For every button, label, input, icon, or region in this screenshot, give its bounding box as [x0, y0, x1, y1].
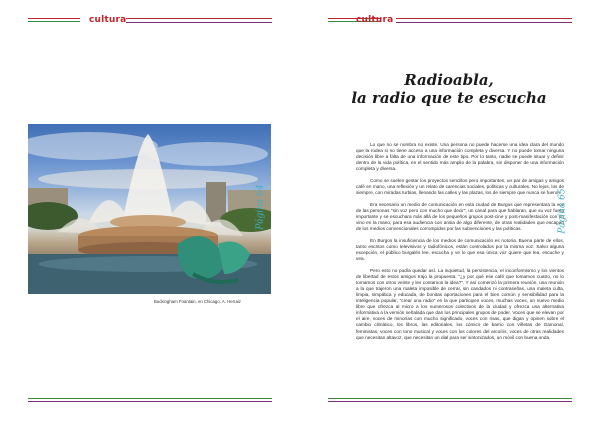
paragraph: Pero esto no podía quedar así. La inquietud, la persistencia, el inconformismo y los vientos de libertad de estos amigos trajo la propuesta: "¿y por qué ese café que tomamos cuatro, no lo tomamos con otros veinte y les contamos la idea?". Y así comenzó la primera reunión, una reunión a la que trajeron una maleta imposible de cerrar, sin candados ni contraseñas, una maleta culta, limpia, simpática y educada, de bonitas aportaciones para el bien común y sensibilidad para la inteligencia popular, "crear una radio" en la que participen voces, muchas voces, un nuevo medio libre que ofrezca al micro a los numerosos colectivos de la ciudad y ofrezca una alternativa informativa a la versión señalada que dan los principales grupos de poder. Voces que se elevan por el aire, voces de minorías con mucho significado, voces con risas, que digan y opinen sobre el cambio climático, los libros, las editoriales, los cómics de barrio con viñetas de Gamonal, feministas, voces con tono musical y voces con los colores del arcoíris, voces de otras realidades que necesitan altavoz, que necesitan un dial para ser sintonizados, un móvil con buena onda.	[356, 267, 564, 340]
paragraph: Era necesario un medio de comunicación en esta ciudad de Burgos que representara la voz de las personas "sin voz pero con mucho que decir", un canal para que hablaran, que su voz fuera importante y se escuchara más allá de los pequeños grupos post-cine y post-manifestación con un vino en la mano; para esa audiencia con ansia de algo diferente, de otras realidades que escapan de los medios convencionales corrompidos por las subvenciones y las políticas.	[356, 201, 564, 232]
header-rule-green	[28, 21, 80, 22]
article-title	[330, 71, 568, 107]
header-rule-purple-right	[126, 22, 272, 23]
title-line-1: Radioabla,	[404, 71, 494, 89]
page-number-right: Página 65	[557, 188, 568, 234]
cultura-logo-right: cultura	[356, 15, 394, 25]
page-number-left: Página 64	[255, 184, 266, 230]
title-line-2: la radio que te escucha	[351, 89, 547, 107]
paragraph: Como se suelen gestar los proyectos sencillos pero importantes, un par de amigas y amigos café en mano, una reflexión y un relato de carencias sociales, políticas y culturales. No lejos, los de siempre, con miradas turbias, llenando las calles y las plazas, los de siempre que nunca se fueron.	[356, 177, 564, 196]
article-body	[356, 142, 564, 346]
footer-rule-purple-r	[328, 401, 572, 402]
header-rule-red-far	[396, 18, 572, 19]
cultura-logo: cultura	[89, 15, 127, 25]
fountain-illustration	[28, 124, 271, 294]
photo-caption: Buckingham Fountain, en Chicago. A. Herraiz	[154, 299, 241, 304]
footer-rule-green	[28, 398, 272, 399]
header-rule-red-right	[126, 18, 272, 19]
paragraph: En Burgos la insuficiencia de los medios de comunicación es notoria. Buena parte de ellos, tanto escritos como televisivos y radiofónicos, están controlados por la misma voz. Salvo alguna excepción, el público burgalés lee, escucha y ve lo que esa única voz quiere que lea, escuche y vea.	[356, 237, 564, 261]
header-rule-red	[28, 18, 80, 19]
paragraph: Lo que no se nombra no existe. Una persona no puede hacerse una idea clara del mundo que la rodea si no tiene acceso a una información completa y diversa. Y no puede tomar ninguna decisión libre a falta de una información de este tipo. Por lo tanto, nadie se puede situar y definir dentro de la vida política, en el sentido más amplio de la palabra, sin disponer de una información completa y diversa.	[356, 142, 564, 172]
fountain-photo	[28, 124, 271, 294]
header-rule-purple-far	[396, 22, 572, 23]
footer-rule-purple	[28, 401, 272, 402]
footer-rule-green-r	[328, 398, 572, 399]
